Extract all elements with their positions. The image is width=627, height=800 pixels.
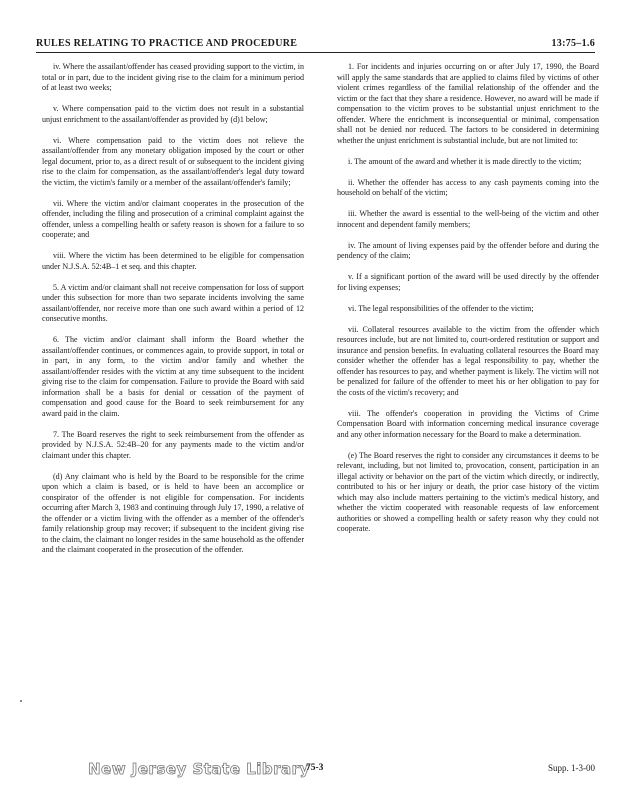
page-number: 75-3 xyxy=(306,763,324,773)
page-footer xyxy=(36,760,595,780)
paragraph: (d) Any claimant who is held by the Board to be responsible for the crime upon which a claim is based, or is held to have been an accomplice or conspirator of the offender is not eligible for compensation. For incidents occurring after March 3, 1983 and continuing through July 17, 1990, a relative of the offender or a victim living with the offender as a member of the offender's family relationship group may recover; if subsequent to the incident giving rise to the claim, the claimant no longer resides in the same household as the offender and the claimant cooperated in the prosecution of the offender. xyxy=(42,471,304,554)
paragraph: 1. For incidents and injuries occurring on or after July 17, 1990, the Board will apply the same standards that are applied to claims filed by victims of other violent crimes regardless of the familial relationship of the offender and the victim or the fact that they share a residence. However, no award will be made if compensation to the victim proves to be substantial unjust enrichment to the offender. Where the enrichment is inconsequential or minimal, compensation shall not be denied nor reduced. The factors to be considered in determining whether the unjust enrichment is substantial include, but are not limited to: xyxy=(337,62,599,145)
scan-speck xyxy=(20,700,22,702)
paragraph: iv. The amount of living expenses paid by the offender before and during the pendency of the claim; xyxy=(337,240,599,260)
paragraph: vii. Where the victim and/or claimant cooperates in the prosecution of the offender, including the filing and prosecution of a criminal complaint against the offender, unless a compelling health or safety reason is shown for a failure to so cooperate; and xyxy=(42,198,304,239)
header-title: RULES RELATING TO PRACTICE AND PROCEDURE xyxy=(36,38,298,49)
right-column xyxy=(337,62,599,545)
paragraph: i. The amount of the award and whether it is made directly to the victim; xyxy=(348,156,582,166)
paragraph: vi. Where compensation paid to the victim does not relieve the assailant/offender from any monetary obligation imposed by the court or other legal document, prior to, as a direct result of or subsequent to the incident giving rise to the claim for compensation, as the assailant/offender's legal duty toward the victim, the victim's family or a member of the assailant/offender's family; xyxy=(42,135,304,187)
running-header xyxy=(36,30,595,53)
paragraph: 7. The Board reserves the right to seek reimbursement from the offender as provided by N.J.S.A. 52:4B–20 for any payments made to the victim and/or claimant under this chapter. xyxy=(42,429,304,460)
left-column xyxy=(42,62,304,566)
paragraph: iv. Where the assailant/offender has ceased providing support to the victim, in total or in part, due to the incident giving rise to the claim for a minimum period of at least two weeks; xyxy=(42,62,304,92)
paragraph: 5. A victim and/or claimant shall not receive compensation for loss of support under this subsection for more than two separate incidents involving the same assailant/offender, nor receive more than one such award within a period of 12 consecutive months. xyxy=(42,282,304,323)
paragraph: ii. Whether the offender has access to any cash payments coming into the household on behalf of the victim; xyxy=(337,177,599,197)
paragraph: vi. The legal responsibilities of the offender to the victim; xyxy=(348,303,534,313)
paragraph: viii. Where the victim has been determined to be eligible for compensation under N.J.S.A. 52:4B–1 et seq. and this chapter. xyxy=(42,251,304,271)
paragraph: v. If a significant portion of the award will be used directly by the offender for living expenses; xyxy=(337,272,599,292)
paragraph: viii. The offender's cooperation in providing the Victims of Crime Compensation Board with information concerning medical insurance coverage and any other information necessary for the Board to make a determination. xyxy=(337,408,599,439)
supplement-date: Supp. 1-3-00 xyxy=(548,763,595,773)
library-watermark: New Jersey State Library xyxy=(88,760,310,778)
paragraph: (e) The Board reserves the right to consider any circumstances it deems to be relevant, including, but not limited to, provocation, consent, participation in an illegal activity or behavior on the part of the victim which directly, or indirectly, contributed to his or her injury or death, the prior case history of the victim which may also include matters pertaining to the victim's medical history, and whether the victim cooperated with reasonable requests of law enforcement authorities or showed a compelling health or safety reason why they could not cooperate. xyxy=(337,450,599,533)
paragraph: v. Where compensation paid to the victim does not result in a substantial unjust enrichment to the assailant/offender as provided by (d)1 below; xyxy=(42,104,304,124)
paragraph: vii. Collateral resources available to the victim from the offender which resources include, but are not limited to, court-ordered restitution or support and insurance and pension benefits. In evaluating collateral resources the Board may consider whether the offender has a legal responsibility to pay, whether the offender has resources to pay, and whether payment is likely. The victim will not be penalized for failure of the offender to meet his or her obligation to pay for the costs of the victim's recovery; and xyxy=(337,324,599,397)
paragraph: iii. Whether the award is essential to the well-being of the victim and other innocent and dependent family members; xyxy=(337,209,599,229)
header-section-number: 13:75–1.6 xyxy=(551,38,595,49)
paragraph: 6. The victim and/or claimant shall inform the Board whether the assailant/offender continues, or commences again, to provide support, in total or in part, in any form, to the victim and/or family and whether the assailant/offender resides with the victim at any time subsequent to the incident giving rise to the claim for compensation. Failure to provide the Board with said information shall be a basis for denial or cessation of the payment of compensation and good cause for the Board to seek reimbursement for any award paid in the claim. xyxy=(42,335,304,418)
